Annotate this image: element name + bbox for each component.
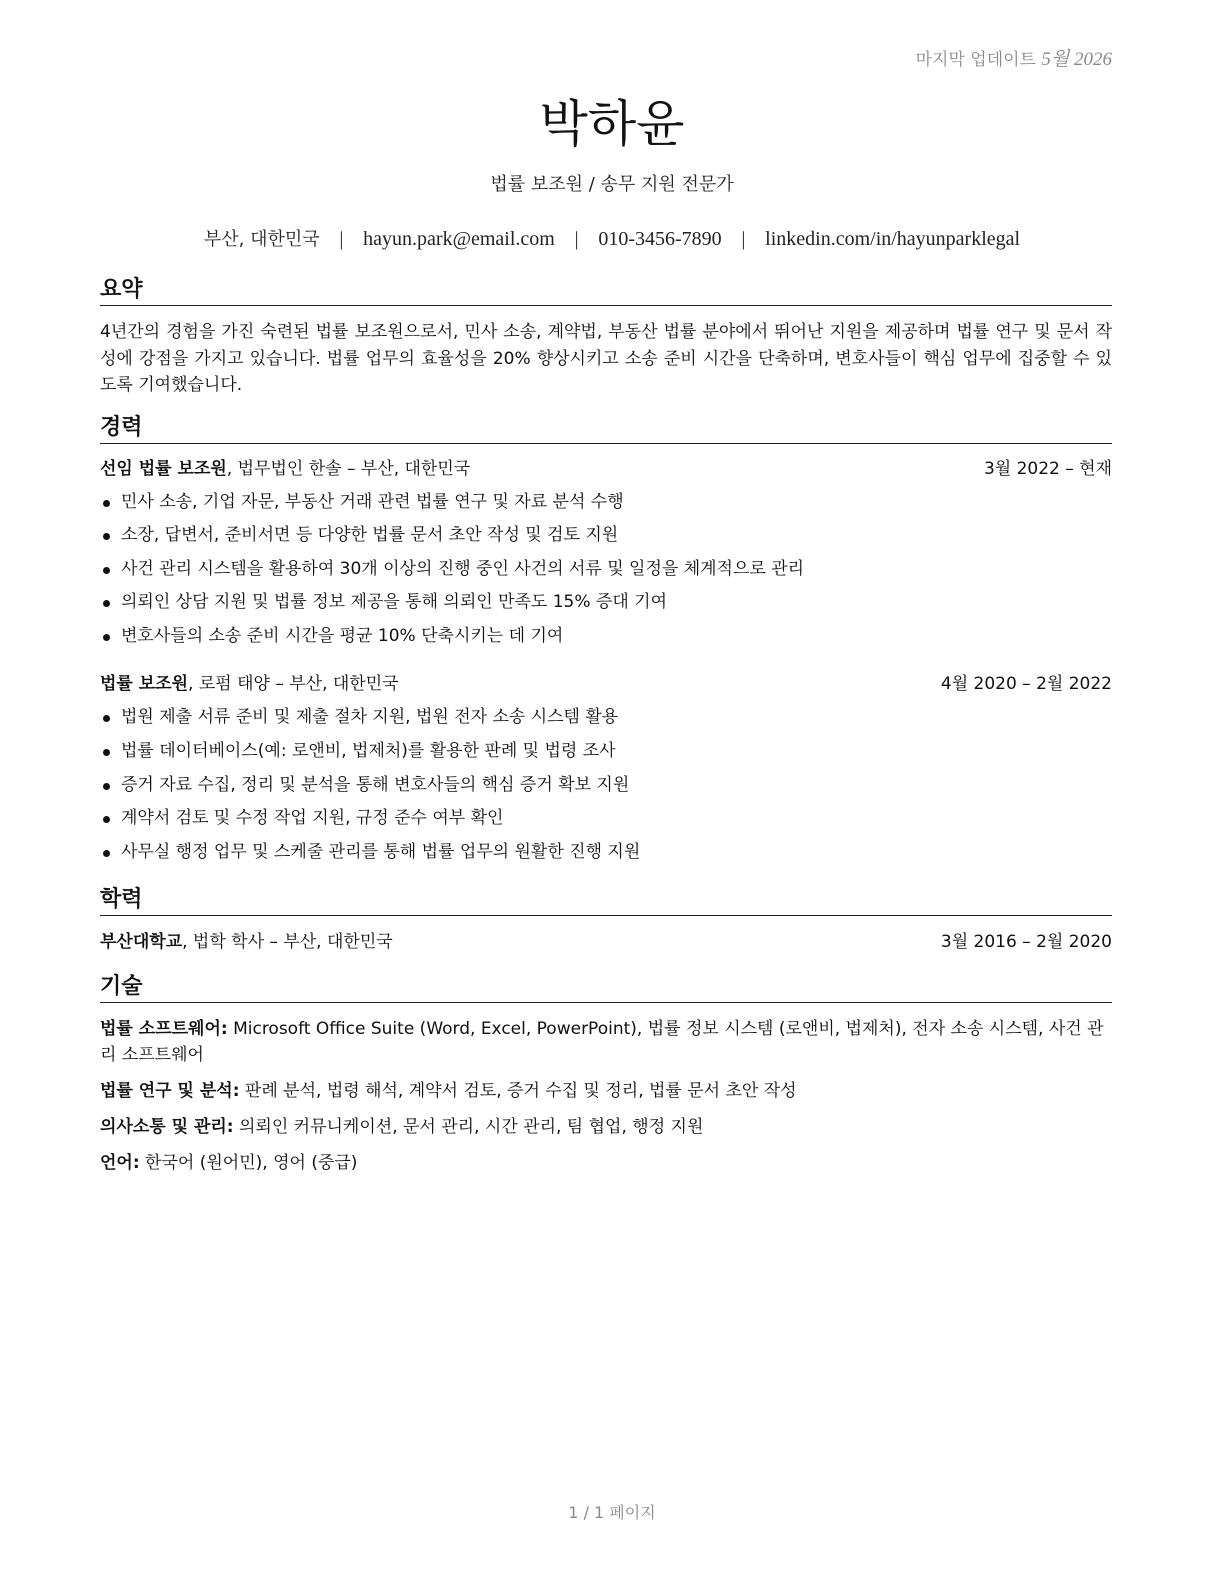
last-updated-label: 마지막 업데이트 (915, 50, 1036, 70)
contact-phone: 010-3456-7890 (598, 228, 722, 250)
skill-line (100, 1150, 1112, 1176)
contact-email[interactable]: hayun.park@email.com (363, 228, 555, 250)
job-org: , 법무법인 한솔 – 부산, 대한민국 (226, 458, 471, 479)
job-role: 선임 법률 보조원 (100, 458, 227, 479)
bullet-item: 변호사들의 소송 준비 시간을 평균 10% 단축시키는 데 기여 (100, 620, 1112, 654)
bullet-item: 법원 제출 서류 준비 및 제출 절차 지원, 법원 전자 소송 시스템 활용 (100, 701, 1112, 735)
bullet-item: 소장, 답변서, 준비서면 등 다양한 법률 문서 초안 작성 및 검토 지원 (100, 519, 1112, 553)
experience-section (100, 414, 1112, 870)
job-title-line (100, 456, 470, 482)
education-line (100, 929, 393, 955)
contact-separator: | (741, 228, 746, 250)
skill-label: 법률 소프트웨어: (100, 1019, 228, 1040)
contact-location: 부산, 대한민국 (203, 229, 320, 250)
job-header (100, 671, 1112, 697)
skill-text: 판례 분석, 법령 해석, 계약서 검토, 증거 수집 및 정리, 법률 문서 초안 작성 (239, 1081, 797, 1102)
job-role: 법률 보조원 (100, 674, 189, 695)
candidate-name: 박하윤 (539, 95, 685, 153)
page-number: 1 / 1 페이지 (568, 1503, 656, 1522)
resume-body (100, 276, 1112, 1176)
bullet-item: 계약서 검토 및 수정 작업 지원, 규정 준수 여부 확인 (100, 802, 1112, 836)
skills-heading: 기술 (100, 973, 1112, 1003)
education-section (100, 886, 1112, 955)
job-title-line (100, 671, 399, 697)
bullet-item: 민사 소송, 기업 자문, 부동산 거래 관련 법률 연구 및 자료 분석 수행 (100, 486, 1112, 520)
experience-heading: 경력 (100, 414, 1112, 444)
bullet-item: 사무실 행정 업무 및 스케줄 관리를 통해 법률 업무의 원활한 진행 지원 (100, 836, 1112, 870)
skill-text: 의뢰인 커뮤니케이션, 문서 관리, 시간 관리, 팀 협업, 행정 지원 (233, 1117, 704, 1138)
skills-section (100, 973, 1112, 1176)
job-org: , 로펌 태양 – 부산, 대한민국 (188, 674, 399, 695)
summary-heading: 요약 (100, 276, 1112, 306)
skill-line (100, 1114, 1112, 1140)
contact-linkedin[interactable]: linkedin.com/in/hayunparklegal (765, 228, 1021, 250)
skill-line (100, 1016, 1112, 1068)
bullet-item: 사건 관리 시스템을 활용하여 30개 이상의 진행 중인 사건의 서류 및 일정을 체계적으로 관리 (100, 553, 1112, 587)
school-name: 부산대학교 (100, 932, 183, 953)
contact-separator: | (339, 228, 344, 250)
summary-text: 4년간의 경험을 가진 숙련된 법률 보조원으로서, 민사 소송, 계약법, 부동산 법률 분야에서 뛰어난 지원을 제공하며 법률 연구 및 문서 작성에 강점을 가지고 있습니다. 법률 업무의 효율성을 20% 향상시키고 소송 준비 시간을 단축하며, 변호사들이 핵심 업무에 집중할 수 있도록 기여했습니다. (100, 322, 1112, 395)
job-title: 법률 보조원 / 송무 지원 전문가 (490, 174, 734, 195)
job-bullets (100, 701, 1112, 869)
skill-text: Microsoft Office Suite (Word, Excel, PowerPoint), 법률 정보 시스템 (로앤비, 법제처), 전자 소송 시스템, 사건 관리 소프트웨어 (100, 1019, 1104, 1066)
skill-text: 한국어 (원어민), 영어 (중급) (139, 1153, 358, 1174)
skill-label: 법률 연구 및 분석: (100, 1081, 240, 1102)
contact-separator: | (574, 228, 579, 250)
bullet-item: 의뢰인 상담 지원 및 법률 정보 제공을 통해 의뢰인 만족도 15% 증대 기여 (100, 586, 1112, 620)
contact-line (0, 225, 1224, 251)
degree-detail: , 법학 학사 – 부산, 대한민국 (182, 932, 393, 953)
skill-line (100, 1078, 1112, 1104)
bullet-item: 증거 자료 수집, 정리 및 분석을 통해 변호사들의 핵심 증거 확보 지원 (100, 769, 1112, 803)
last-updated-date: 5월 2026 (1041, 49, 1112, 70)
summary-section (100, 276, 1112, 399)
education-dates: 3월 2016 – 2월 2020 (940, 932, 1112, 953)
job-bullets (100, 486, 1112, 654)
education-entry (100, 929, 1112, 955)
education-heading: 학력 (100, 886, 1112, 916)
last-updated (916, 44, 1112, 71)
job-dates: 4월 2020 – 2월 2022 (940, 674, 1112, 695)
bullet-item: 법률 데이터베이스(예: 로앤비, 법제처)를 활용한 판례 및 법령 조사 (100, 735, 1112, 769)
job-entry (100, 671, 1112, 869)
job-header (100, 456, 1112, 482)
skill-label: 의사소통 및 관리: (100, 1117, 234, 1138)
job-dates: 3월 2022 – 현재 (983, 458, 1112, 479)
skill-label: 언어: (100, 1153, 140, 1174)
job-entry (100, 456, 1112, 654)
